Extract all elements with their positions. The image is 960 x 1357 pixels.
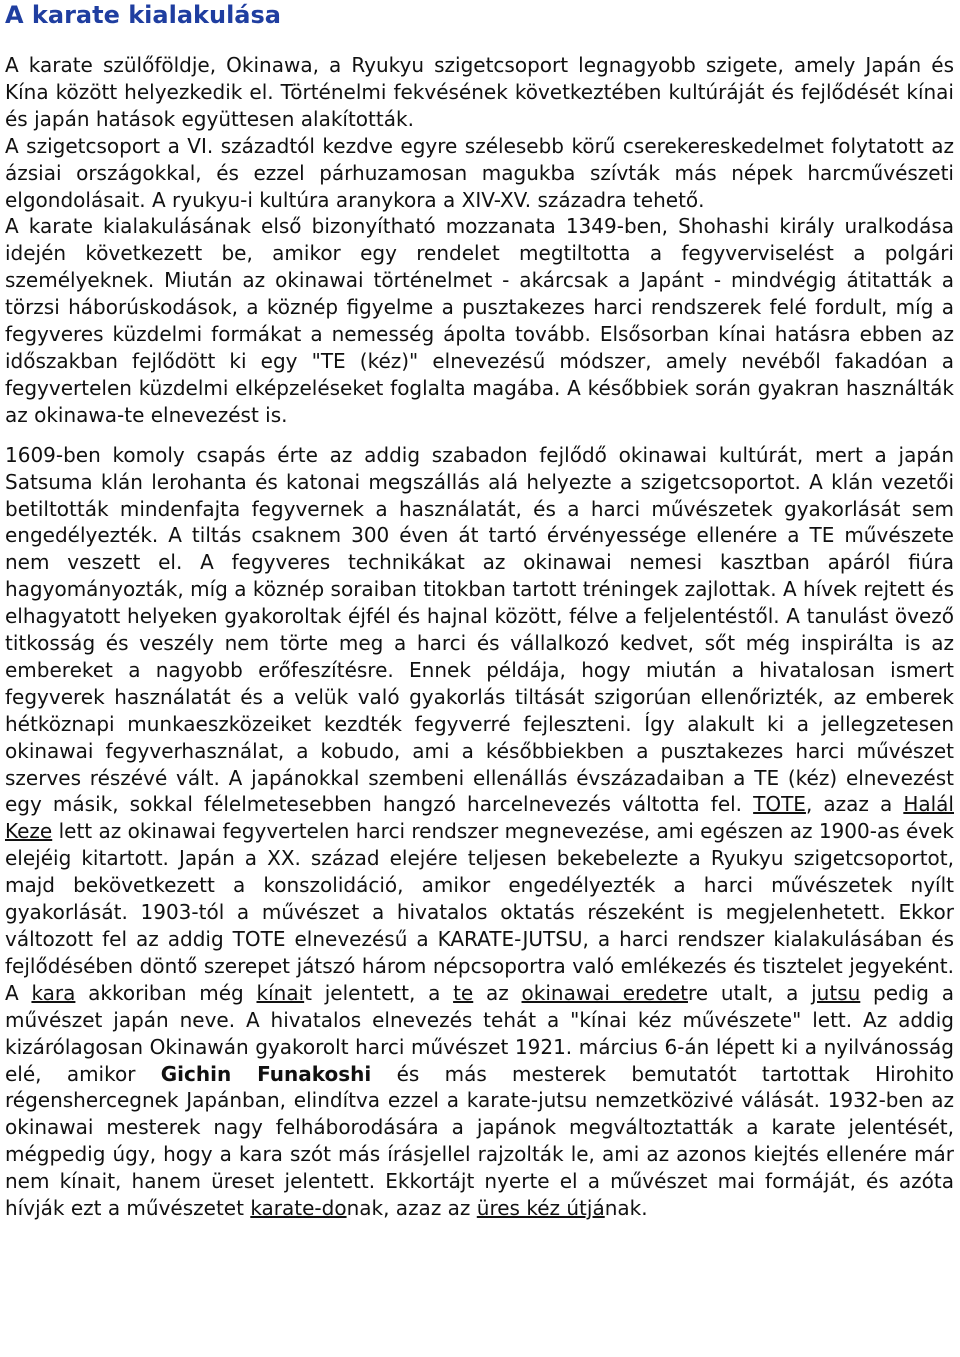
text-run: A szigetcsoport a VI. századtól kezdve egyre szélesebb körű cserekereskedelmet folytatott az ázsiai országokkal, és ezzel párhuzamosan magukba szívták más népek harcművészeti elgondolásait. A ryukyu-i kultúra aranykora a XIV-XV. századra tehető. — [5, 133, 954, 212]
text-run: pedig a művészet japán neve. A hivatalos elnevezés tehát a "kínai kéz művészete" lett. Az addig kizárólagosan Okinawán gyakorolt harci művészet 1921. március 6-án lépett ki a nyilvánosság elé, amikor — [5, 980, 955, 1086]
term-halal: Halál — [903, 792, 954, 817]
text-run: nak. — [604, 1196, 648, 1221]
term-ures-kez-utja: üres kéz útjá — [476, 1196, 605, 1221]
text-run: nak, azaz az — [346, 1196, 477, 1221]
text-run: és más mesterek bemutatót tartottak Hirohito régenshercegnek Japánban, elindítva ezzel a karate-jutsu nemzetközivé válását. 1932-ben az okinawai mesterek nagy felháborodására a japánok megváltoztatták a karate jelentését, mégpedig úgy, hogy a kara szót más írásjellel rajzolták le, ami az azonos kiejtés ellenére már nem kínait, hanem üreset jelentett. Ekkortájt nyerte el a művészet mai formáját, és azóta hívják ezt a művészetet — [5, 1061, 954, 1221]
term-karate-do: karate-do — [250, 1196, 347, 1221]
term-te: te — [453, 980, 474, 1005]
text-run: A karate szülőföldje, Okinawa, a Ryukyu szigetcsoport legnagyobb szigete, amely Japán és Kína között helyezkedik el. Történelmi fekvésének következtében kultúráját és fejlődését kínai és japán hatások együttesen alakították. — [5, 53, 954, 131]
name-gichin-funakoshi: Gichin Funakoshi — [160, 1061, 372, 1086]
term-keze: Keze — [5, 819, 53, 844]
term-kinai: kínai — [256, 980, 305, 1005]
text-run: t jelentett, a — [304, 980, 454, 1005]
text-run: 1609-ben komoly csapás érte az addig szabadon fejlődő okinawai kultúrát, mert a japán Satsuma klán lerohanta és katonai megszállás alá helyezte a szigetcsoportot. A klán vezetői betiltották mindenfajta fegyvernek a használatát, és a harci művészetek gyakorlását sem engedélyezték. A tiltás csaknem 300 éven át tartó érvényessége ellenére a TE művészete nem veszett el. A fegyveres technikákat az okinawai nemesi kasztban apáról fiúra hagyományozták, míg a köznép soraiban titokban tartott tréningek zajlottak. A hívek rejtett és elhagyatott helyeken gyakoroltak éjfél és hajnal között, félve a feljelentéstől. A tanulást övező titkosság és veszély nem törte meg a harci és vállalkozó kedvet, sőt még inspirálta is az embereket a nagyobb erőfeszítésre. Ennek példája, hogy miután a hivatalosan ismert fegyverek használatát és a velük való gyakorlás tiltását szigorúan ellenőrizték, az emberek hétköznapi munkaeszközeiket kezdték fegyverré fejleszteni. Így alakult ki a jellegzetesen okinawai fegyverhasználat, a kobudo, ami a későbbiekben a pusztakezes harci művészet szerves részévé vált. A japánokkal szembeni ellenállás évszázadaiban a TE (kéz) elnevezést egy másik, sokkal félelmetesebben hangzó harcelnevezés váltotta fel. — [5, 442, 954, 817]
text-run: , azaz a — [805, 792, 904, 817]
paragraph-history — [5, 442, 954, 1222]
paragraph-origins — [5, 52, 954, 429]
text-run: akkoriban még — [75, 980, 257, 1005]
text-run: A karate kialakulásának első bizonyítható mozzanata 1349-ben, Shohashi király uralkodása idején következett be, amikor egy rendelet megtiltotta a fegyverviselést a polgári személyeknek. Miután az okinawai történelmet - akárcsak a Japánt - mindvégig átitatták a törzsi háborúskodások, a köznép figyelme a pusztakezes harci rendszerek felé fordult, míg a fegyveres küzdelmi formákat a nemesség ápolta tovább. Elsősorban kínai hatásra ebben az időszakban fejlődött ki egy "TE (kéz)" elnevezésű módszer, amely nevéből fakadóan a fegyvertelen küzdelmi elképzeléseket foglalta magába. A későbbiek során gyakran használták az okinawa-te elnevezést is. — [5, 214, 954, 427]
term-tote: TOTE — [753, 792, 806, 817]
term-jutsu: jutsu — [811, 980, 861, 1005]
text-run: re utalt, a — [687, 980, 812, 1005]
text-run: lett az okinawai fegyvertelen harci rendszer megnevezése, ami egészen az 1900-as évek elejéig kitartott. Japán a XX. század elejére teljesen bekebelezte a Ryukyu szigetcsoportot, majd bekövetkezett a konszolidáció, amikor engedélyezték a harci művészetek nyílt gyakorlását. 1903-tól a művészet a hivatalos oktatás részeként is megjelenhetett. Ekkor változott fel az addig TOTE elnevezésű a KARATE-JUTSU, a harci rendszer kialakulásában és fejlődésében döntő szerepet játszó három népcsoportra való emlékezés és tisztelet jegyeként. A — [5, 819, 954, 1005]
term-okinawai-eredet: okinawai eredet — [521, 980, 688, 1005]
document-page — [5, 0, 954, 1222]
page-title: A karate kialakulása — [5, 1, 281, 29]
text-run: az — [473, 980, 522, 1005]
term-kara: kara — [31, 980, 76, 1005]
